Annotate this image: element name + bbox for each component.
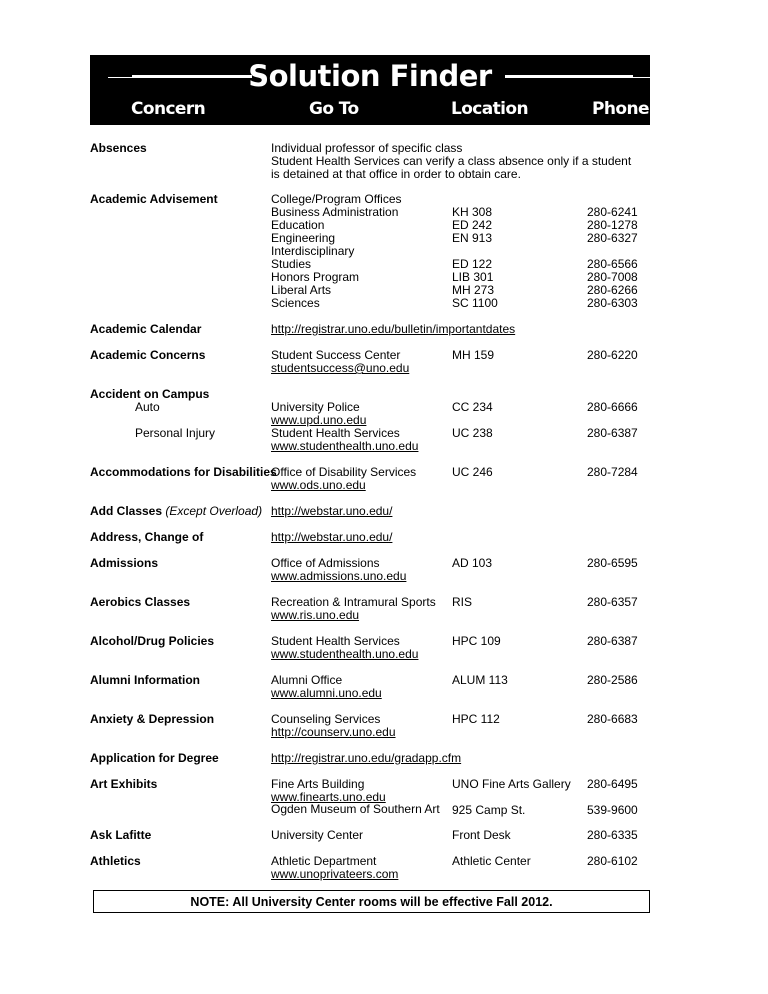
- phone-text: 280-6387: [587, 634, 638, 648]
- location-text: MH 159: [452, 348, 495, 362]
- goto-text: Office of Disability Services: [271, 465, 417, 479]
- goto-text: is detained at that office in order to obtain care.: [271, 167, 521, 181]
- phone-text: 280-7008: [587, 270, 638, 284]
- goto-text: Interdisciplinary: [271, 244, 355, 258]
- link-finearts[interactable]: www.finearts.uno.edu: [271, 790, 386, 804]
- link-student-health[interactable]: www.studenthealth.uno.edu: [271, 647, 419, 661]
- goto-text: Honors Program: [271, 270, 360, 284]
- link-webstar[interactable]: http://webstar.uno.edu/: [271, 530, 393, 544]
- link-counserv[interactable]: http://counserv.uno.edu: [271, 725, 396, 739]
- concern-add-classes-qualifier: (Except Overload): [165, 504, 263, 518]
- link-gradapp[interactable]: http://registrar.uno.edu/gradapp.cfm: [271, 751, 462, 765]
- concern-address-change: Address, Change of: [90, 530, 204, 544]
- goto-text: Ogden Museum of Southern Art: [271, 802, 440, 816]
- phone-text: 280-6387: [587, 426, 638, 440]
- phone-text: 280-6241: [587, 205, 638, 219]
- phone-text: 280-6327: [587, 231, 638, 245]
- link-unoprivateers[interactable]: www.unoprivateers.com: [271, 867, 399, 881]
- link-webstar[interactable]: http://webstar.uno.edu/: [271, 504, 393, 518]
- link-admissions[interactable]: www.admissions.uno.edu: [271, 569, 407, 583]
- location-text: LIB 301: [452, 270, 494, 284]
- link-alumni[interactable]: www.alumni.uno.edu: [271, 686, 382, 700]
- concern-add-classes: [90, 505, 262, 518]
- goto-text: Studies: [271, 257, 312, 271]
- solution-finder-banner: [90, 55, 650, 125]
- phone-text: 280-6666: [587, 400, 638, 414]
- goto-text: Athletic Department: [271, 854, 377, 868]
- location-text: 925 Camp St.: [452, 803, 526, 817]
- phone-text: 280-6335: [587, 828, 638, 842]
- banner-rule: [505, 75, 633, 78]
- link-upd[interactable]: www.upd.uno.edu: [271, 413, 367, 427]
- goto-text: Fine Arts Building: [271, 777, 365, 791]
- banner-rule: [631, 77, 651, 78]
- phone-text: 280-6357: [587, 595, 638, 609]
- goto-text: Individual professor of specific class: [271, 141, 463, 155]
- concern-add-classes-label: Add Classes: [90, 504, 163, 518]
- goto-text: Alumni Office: [271, 673, 343, 687]
- goto-text: University Center: [271, 828, 364, 842]
- column-header-location: Location: [451, 99, 528, 119]
- link-student-health[interactable]: www.studenthealth.uno.edu: [271, 439, 419, 453]
- location-text: MH 273: [452, 283, 495, 297]
- phone-text: 280-1278: [587, 218, 638, 232]
- link-academic-calendar[interactable]: http://registrar.uno.edu/bulletin/importantdates: [271, 322, 516, 336]
- concern-anxiety-depression: Anxiety & Depression: [90, 712, 215, 726]
- goto-text: Liberal Arts: [271, 283, 332, 297]
- concern-degree-application: Application for Degree: [90, 751, 219, 765]
- concern-accident-on-campus: Accident on Campus: [90, 387, 210, 401]
- phone-text: 280-6595: [587, 556, 638, 570]
- concern-aerobics: Aerobics Classes: [90, 595, 191, 609]
- location-text: HPC 112: [452, 712, 500, 726]
- goto-text: Office of Admissions: [271, 556, 380, 570]
- concern-art-exhibits: Art Exhibits: [90, 777, 158, 791]
- concern-accommodations: Accommodations for Disabilities: [90, 465, 277, 479]
- goto-text: Engineering: [271, 231, 336, 245]
- note-box: NOTE: All University Center rooms will be effective Fall 2012.: [93, 890, 650, 913]
- goto-text: Business Administration: [271, 205, 399, 219]
- phone-text: 539-9600: [587, 803, 638, 817]
- sub-concern-auto: Auto: [135, 400, 160, 414]
- location-text: UC 238: [452, 426, 493, 440]
- page-title: Solution Finder: [248, 59, 492, 93]
- location-text: ED 122: [452, 257, 493, 271]
- goto-text: Education: [271, 218, 325, 232]
- location-text: EN 913: [452, 231, 493, 245]
- goto-text: Student Success Center: [271, 348, 401, 362]
- link-ods[interactable]: www.ods.uno.edu: [271, 478, 366, 492]
- concern-alcohol-drug: Alcohol/Drug Policies: [90, 634, 215, 648]
- phone-text: 280-2586: [587, 673, 638, 687]
- location-text: KH 308: [452, 205, 493, 219]
- concern-admissions: Admissions: [90, 556, 159, 570]
- location-text: ED 242: [452, 218, 493, 232]
- concern-athletics: Athletics: [90, 854, 141, 868]
- goto-text: College/Program Offices: [271, 192, 402, 206]
- column-header-concern: Concern: [131, 99, 206, 119]
- goto-text: Sciences: [271, 296, 320, 310]
- goto-text: Student Health Services: [271, 426, 400, 440]
- goto-text: Student Health Services: [271, 634, 400, 648]
- phone-text: 280-6266: [587, 283, 638, 297]
- concern-alumni: Alumni Information: [90, 673, 200, 687]
- location-text: SC 1100: [452, 296, 498, 310]
- concern-academic-concerns: Academic Concerns: [90, 348, 206, 362]
- location-text: UNO Fine Arts Gallery: [452, 777, 571, 791]
- location-text: AD 103: [452, 556, 493, 570]
- location-text: Front Desk: [452, 828, 511, 842]
- location-text: CC 234: [452, 400, 493, 414]
- phone-text: 280-6495: [587, 777, 638, 791]
- phone-text: 280-6220: [587, 348, 638, 362]
- goto-text: University Police: [271, 400, 360, 414]
- phone-text: 280-6303: [587, 296, 638, 310]
- concern-ask-lafitte: Ask Lafitte: [90, 828, 152, 842]
- column-header-phone: Phone: [592, 99, 649, 119]
- concern-academic-calendar: Academic Calendar: [90, 322, 202, 336]
- column-header-goto: Go To: [309, 99, 359, 119]
- location-text: RIS: [452, 595, 473, 609]
- location-text: HPC 109: [452, 634, 501, 648]
- concern-absences: Absences: [90, 141, 147, 155]
- phone-text: 280-7284: [587, 465, 638, 479]
- location-text: ALUM 113: [452, 673, 508, 687]
- goto-text: Student Health Services can verify a class absence only if a student: [271, 154, 632, 168]
- phone-text: 280-6566: [587, 257, 638, 271]
- phone-text: 280-6683: [587, 712, 638, 726]
- link-student-success-email[interactable]: studentsuccess@uno.edu: [271, 361, 410, 375]
- phone-text: 280-6102: [587, 854, 638, 868]
- goto-text: Recreation & Intramural Sports: [271, 595, 436, 609]
- sub-concern-personal-injury: Personal Injury: [135, 426, 216, 440]
- goto-text: Counseling Services: [271, 712, 381, 726]
- location-text: Athletic Center: [452, 854, 531, 868]
- location-text: UC 246: [452, 465, 493, 479]
- link-ris[interactable]: www.ris.uno.edu: [271, 608, 360, 622]
- concern-academic-advisement: Academic Advisement: [90, 192, 218, 206]
